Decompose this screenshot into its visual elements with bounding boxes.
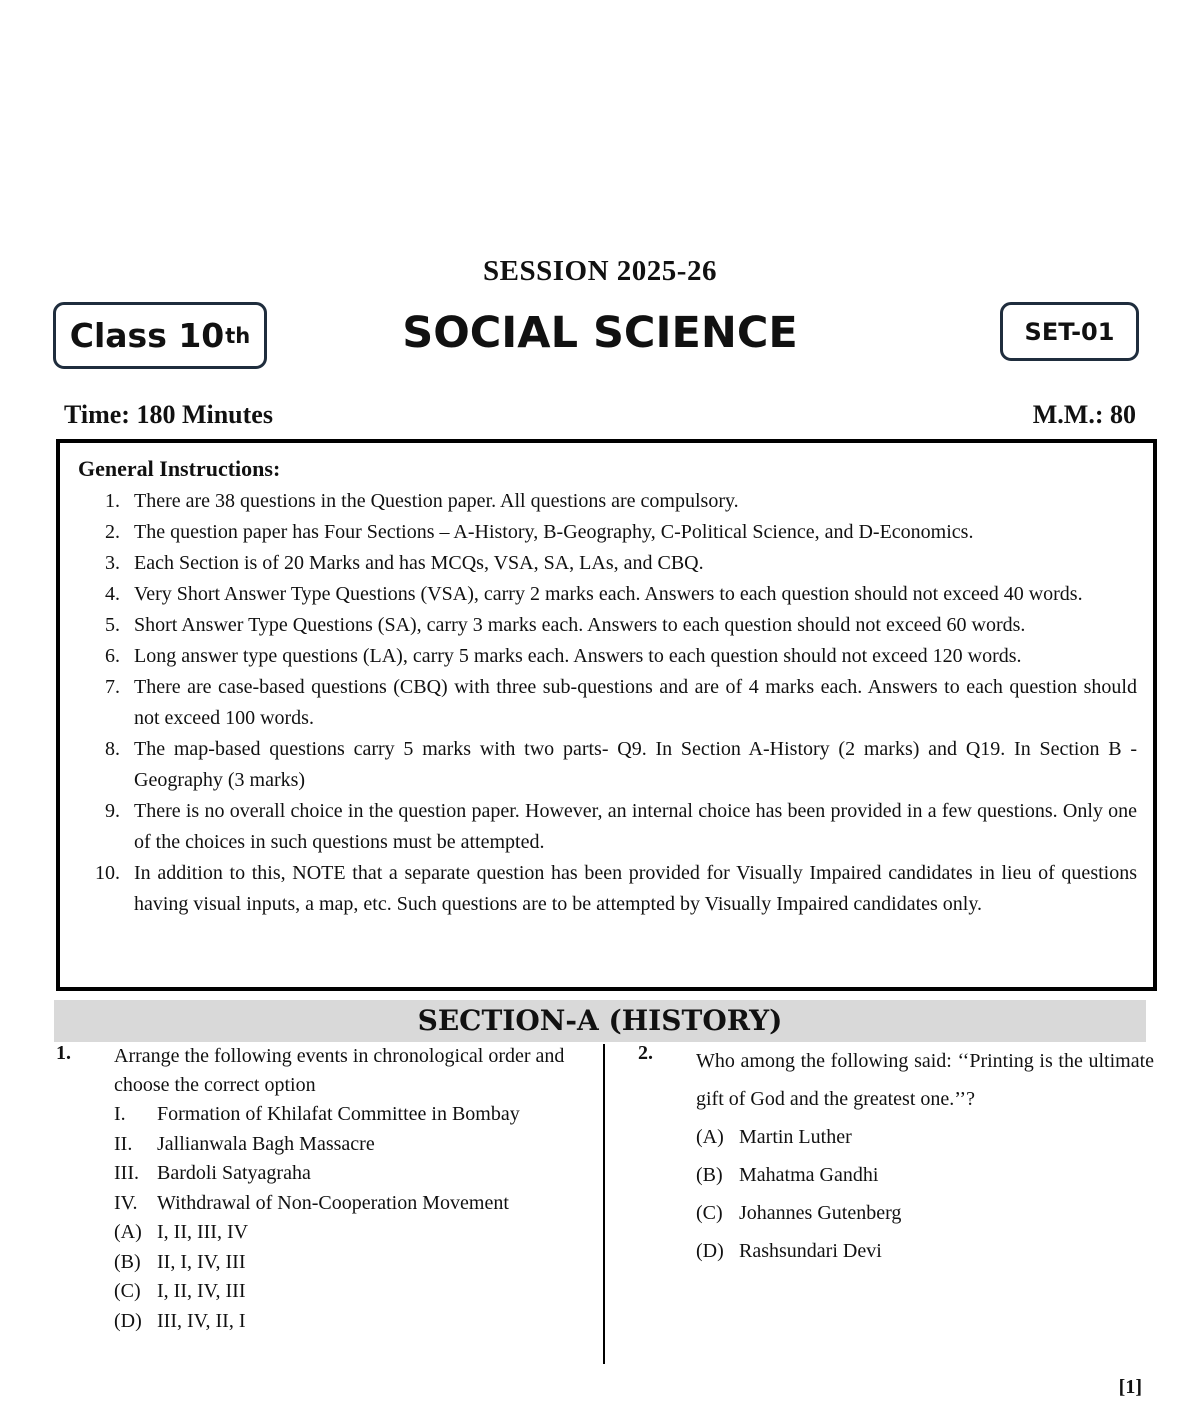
option-letter: (B) (114, 1250, 141, 1273)
instruction-text: There are 38 questions in the Question paper. All questions are compulsory. (134, 490, 739, 512)
event-text: Bardoli Satyagraha (157, 1162, 311, 1184)
max-marks: M.M.: 80 (1032, 400, 1136, 429)
instruction-text: Each Section is of 20 Marks and has MCQs, VSA, SA, LAs, and CBQ. (134, 552, 704, 574)
instruction-number: 4. (105, 583, 120, 605)
set-badge: SET-01 (1000, 302, 1139, 361)
option-text: Rashsundari Devi (739, 1240, 882, 1262)
event-numeral: III. (114, 1162, 139, 1184)
instruction-item (78, 796, 1137, 858)
event-item (114, 1189, 576, 1219)
instruction-number: 5. (105, 614, 120, 636)
option-item (696, 1118, 1154, 1156)
event-numeral: IV. (114, 1191, 138, 1214)
instruction-item (78, 610, 1137, 641)
event-text: Formation of Khilafat Committee in Bombay (157, 1103, 520, 1125)
instruction-number: 7. (105, 676, 120, 698)
instruction-text: There is no overall choice in the question paper. However, an internal choice has been provided in a few questions. Only one of the choices in such questions must be attempted. (134, 800, 1137, 853)
event-numeral: I. (114, 1103, 126, 1125)
option-list (114, 1218, 576, 1336)
page-number: [1] (1118, 1376, 1142, 1398)
option-letter: (B) (696, 1164, 723, 1186)
event-list (114, 1100, 576, 1218)
option-text: II, I, IV, III (157, 1250, 246, 1273)
instruction-number: 8. (105, 738, 120, 760)
option-item (696, 1194, 1154, 1232)
option-letter: (C) (696, 1202, 723, 1224)
instruction-item (78, 548, 1137, 579)
instruction-number: 10. (95, 862, 120, 884)
option-letter: (A) (114, 1221, 142, 1243)
question-1 (56, 1042, 576, 1336)
instruction-item (78, 641, 1137, 672)
option-letter: (D) (696, 1240, 724, 1262)
instructions-list (78, 486, 1137, 920)
general-instructions-box (56, 439, 1157, 991)
option-text: I, II, III, IV (157, 1221, 249, 1243)
event-item (114, 1130, 576, 1160)
question-text: Arrange the following events in chronological order and choose the correct option (114, 1045, 565, 1096)
event-numeral: II. (114, 1132, 133, 1155)
option-letter: (D) (114, 1309, 142, 1332)
option-letter: (C) (114, 1280, 141, 1302)
instruction-item (78, 486, 1137, 517)
event-text: Withdrawal of Non-Cooperation Movement (157, 1191, 509, 1214)
question-number: 1. (56, 1042, 71, 1064)
instruction-item (78, 858, 1137, 920)
instruction-item (78, 734, 1137, 796)
column-divider (603, 1044, 605, 1364)
option-item (114, 1277, 576, 1307)
instruction-number: 2. (105, 521, 120, 543)
option-text: III, IV, II, I (157, 1309, 246, 1332)
option-item (114, 1307, 576, 1337)
option-list (696, 1118, 1154, 1270)
instruction-number: 1. (105, 490, 120, 512)
time-allowed: Time: 180 Minutes (64, 400, 273, 429)
question-number: 2. (638, 1042, 653, 1064)
instruction-number: 9. (105, 800, 120, 822)
question-2 (638, 1042, 1154, 1270)
option-item (696, 1156, 1154, 1194)
question-text: Who among the following said: ‘‘Printing is the ultimate gift of God and the greatest one.’’? (696, 1050, 1154, 1110)
instruction-item (78, 517, 1137, 548)
instruction-text: Very Short Answer Type Questions (VSA), carry 2 marks each. Answers to each question should not exceed 40 words. (134, 583, 1083, 605)
instruction-text: The map-based questions carry 5 marks with two parts- Q9. In Section A-History (2 marks) and Q19. In Section B -Geography (3 marks) (134, 738, 1137, 791)
instruction-number: 3. (105, 552, 120, 574)
option-item (114, 1218, 576, 1248)
instruction-item (78, 579, 1137, 610)
instruction-text: Long answer type questions (LA), carry 5 marks each. Answers to each question should not exceed 120 words. (134, 645, 1022, 667)
option-letter: (A) (696, 1126, 724, 1148)
option-text: I, II, IV, III (157, 1280, 246, 1302)
session-title: SESSION 2025-26 (483, 255, 717, 287)
event-item (114, 1159, 576, 1189)
option-text: Mahatma Gandhi (739, 1164, 879, 1186)
option-text: Martin Luther (739, 1126, 852, 1148)
class-label: Class 10 (69, 316, 225, 355)
option-item (696, 1232, 1154, 1270)
instruction-item (78, 672, 1137, 734)
instruction-text: Short Answer Type Questions (SA), carry 3 marks each. Answers to each question should not exceed 60 words. (134, 614, 1026, 636)
instructions-title: General Instructions: (78, 456, 281, 481)
instruction-number: 6. (105, 645, 120, 667)
event-text: Jallianwala Bagh Massacre (157, 1132, 375, 1155)
option-item (114, 1248, 576, 1278)
instruction-text: The question paper has Four Sections – A-History, B-Geography, C-Political Science, and D-Economics. (134, 521, 974, 543)
event-item (114, 1100, 576, 1130)
section-a-heading: SECTION-A (HISTORY) (54, 1000, 1146, 1042)
class-suffix: th (225, 323, 251, 348)
instruction-text: In addition to this, NOTE that a separate question has been provided for Visually Impaired candidates in lieu of questions having visual inputs, a map, etc. Such questions are to be attempted by Visually Impaired candidates only. (134, 862, 1137, 915)
option-text: Johannes Gutenberg (739, 1202, 902, 1224)
subject-title: SOCIAL SCIENCE (402, 308, 798, 358)
instruction-text: There are case-based questions (CBQ) with three sub-questions and are of 4 marks each. Answers to each question should not exceed 100 words. (134, 676, 1137, 729)
